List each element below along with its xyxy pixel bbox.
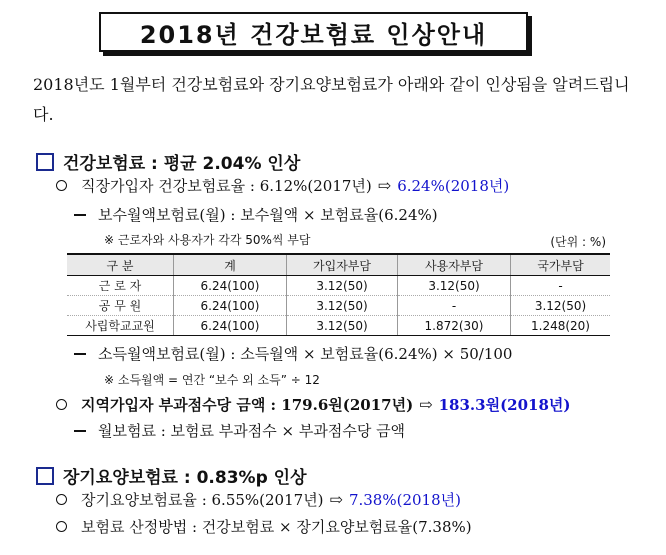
circle-bullet-icon	[56, 494, 67, 505]
employee-rate-new: 6.24%(2018년)	[397, 177, 510, 195]
title-banner	[99, 12, 528, 52]
regional-formula: 월보험료 : 보험료 부과점수 × 부과점수당 금액	[98, 422, 406, 440]
table-cell: -	[398, 296, 511, 316]
circle-bullet-icon	[56, 399, 67, 410]
circle-bullet-icon	[56, 521, 67, 532]
table-cell: 6.24(100)	[174, 296, 287, 316]
contribution-table	[67, 253, 610, 336]
table-cell: 3.12(50)	[287, 276, 398, 296]
table-cell: 3.12(50)	[287, 316, 398, 336]
arrow-right-icon: ⇨	[419, 395, 433, 414]
table-cell: 3.12(50)	[398, 276, 511, 296]
ltc-method-line	[56, 516, 472, 537]
table-cell: -	[511, 276, 611, 296]
table-cell: 6.24(100)	[174, 316, 287, 336]
employee-rate-line	[56, 175, 509, 196]
circle-bullet-icon	[56, 180, 67, 191]
section-ltc-heading	[36, 463, 307, 488]
table-cell: 1.872(30)	[398, 316, 511, 336]
table-row	[67, 276, 610, 296]
page-title: 2018년 건강보험료 인상안내	[139, 20, 488, 49]
ltc-rate-line	[56, 489, 461, 510]
table-header: 계	[174, 254, 287, 276]
regional-rate-label: 지역가입자 부과점수당 금액 : 179.6원(2017년)	[81, 396, 414, 414]
section-ltc-title: 장기요양보험료 : 0.83%p 인상	[63, 468, 307, 488]
split-note: ※ 근로자와 사용자가 각각 50%씩 부담	[104, 233, 311, 247]
intro-paragraph: 2018년도 1월부터 건강보험료와 장기요양보험료가 아래와 같이 인상됨을 알려드립니다.	[33, 75, 630, 124]
table-header: 가입자부담	[287, 254, 398, 276]
section-health-heading	[36, 149, 300, 174]
income-note: ※ 소득월액 = 연간 “보수 외 소득” ÷ 12	[104, 373, 320, 387]
arrow-right-icon: ⇨	[377, 176, 392, 195]
section-health-title: 건강보험료 : 평균 2.04% 인상	[63, 154, 301, 174]
income-formula-line	[74, 343, 512, 364]
checkbox-square-icon	[36, 153, 54, 171]
dash-bullet-icon	[74, 430, 86, 432]
checkbox-square-icon	[36, 467, 54, 485]
table-row	[67, 296, 610, 316]
monthly-formula: 보수월액보험료(월) : 보수월액 × 보험료율(6.24%)	[98, 206, 438, 224]
table-cell: 공 무 원	[67, 296, 174, 316]
ltc-rate-new: 7.38%(2018년)	[348, 491, 461, 509]
dash-bullet-icon	[74, 214, 86, 216]
table-cell: 6.24(100)	[174, 276, 287, 296]
table-header: 구 분	[67, 254, 174, 276]
table-header-row	[67, 254, 610, 276]
table-row	[67, 316, 610, 336]
dash-bullet-icon	[74, 353, 86, 355]
unit-label: (단위 : %)	[550, 235, 606, 249]
table-header: 국가부담	[511, 254, 611, 276]
regional-rate-line	[56, 394, 571, 415]
income-formula: 소득월액보험료(월) : 소득월액 × 보험료율(6.24%) × 50/100	[98, 345, 513, 363]
table-cell: 사립학교교원	[67, 316, 174, 336]
ltc-rate-label: 장기요양보험료율 : 6.55%(2017년)	[81, 491, 324, 509]
ltc-method: 보험료 산정방법 : 건강보험료 × 장기요양보험료율(7.38%)	[81, 518, 472, 536]
arrow-right-icon: ⇨	[329, 490, 343, 509]
regional-formula-line	[74, 420, 405, 441]
table-cell: 3.12(50)	[511, 296, 611, 316]
monthly-formula-line	[74, 204, 438, 225]
table-cell: 근 로 자	[67, 276, 174, 296]
table-header: 사용자부담	[398, 254, 511, 276]
table-cell: 3.12(50)	[287, 296, 398, 316]
table-cell: 1.248(20)	[511, 316, 611, 336]
regional-rate-new: 183.3원(2018년)	[438, 396, 571, 414]
employee-rate-label: 직장가입자 건강보험료율 : 6.12%(2017년)	[81, 177, 372, 195]
